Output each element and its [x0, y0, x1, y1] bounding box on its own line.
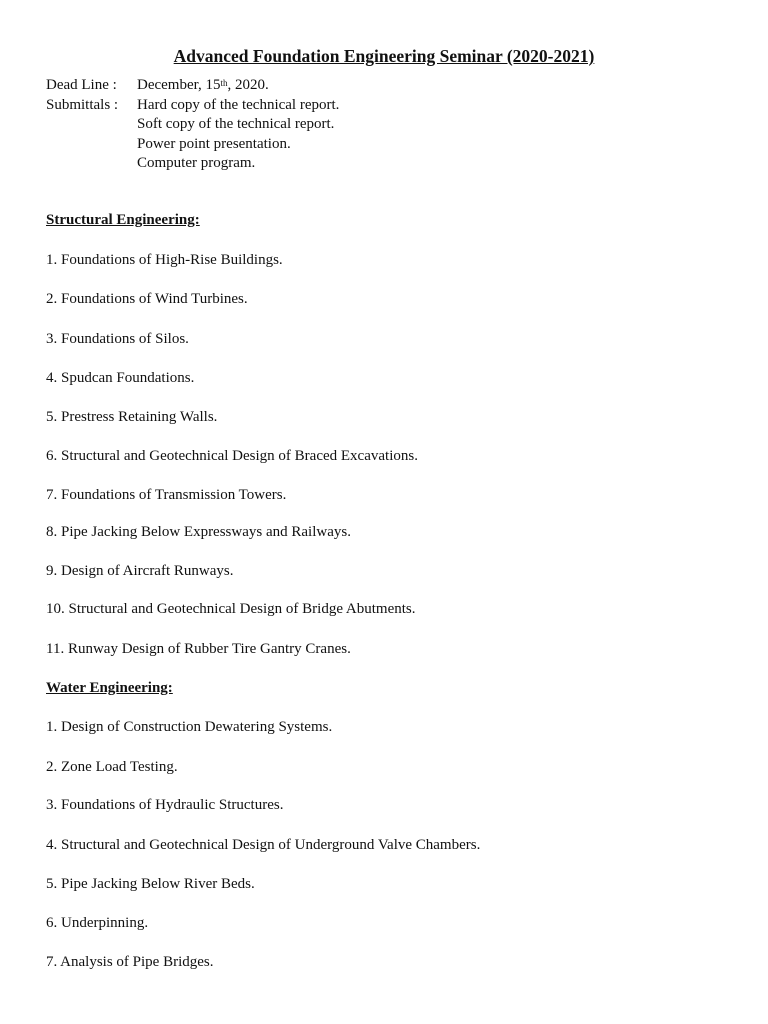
submission-info	[46, 76, 339, 174]
submittal-item: Computer program.	[137, 155, 256, 171]
submittals-indent	[46, 115, 137, 135]
submittal-item: Power point presentation.	[137, 135, 291, 152]
list-item: 5. Pipe Jacking Below River Beds.	[46, 876, 255, 892]
submittals-row-continued	[46, 115, 339, 135]
list-item: 1. Design of Construction Dewatering Systems.	[46, 719, 333, 735]
list-item: 3. Foundations of Silos.	[46, 331, 189, 347]
deadline-ordinal: th	[220, 78, 228, 88]
submittals-indent	[46, 154, 137, 174]
deadline-row	[46, 76, 339, 96]
submittals-label: Submittals :	[46, 96, 122, 113]
list-item: 7. Analysis of Pipe Bridges.	[46, 954, 214, 970]
submittal-item: Soft copy of the technical report.	[137, 116, 335, 132]
submittals-row-continued	[46, 135, 339, 155]
list-item: 5. Prestress Retaining Walls.	[46, 409, 218, 425]
submittals-row-continued	[46, 154, 339, 174]
submittals-indent	[46, 135, 137, 155]
section-heading-structural: Structural Engineering:	[46, 212, 200, 228]
deadline-year: , 2020.	[227, 77, 269, 93]
list-item: 3. Foundations of Hydraulic Structures.	[46, 797, 284, 813]
list-item: 6. Structural and Geotechnical Design of Braced Excavations.	[46, 448, 418, 464]
list-item: 11. Runway Design of Rubber Tire Gantry Cranes.	[46, 641, 351, 657]
list-item: 2. Foundations of Wind Turbines.	[46, 291, 248, 307]
submittal-item: Hard copy of the technical report.	[137, 96, 340, 113]
list-item: 2. Zone Load Testing.	[46, 759, 178, 775]
deadline-label: Dead Line :	[46, 77, 121, 93]
list-item: 10. Structural and Geotechnical Design of Bridge Abutments.	[46, 601, 416, 617]
section-heading-water: Water Engineering:	[46, 680, 173, 696]
deadline-date: December, 15	[137, 77, 221, 93]
submittals-row	[46, 96, 339, 116]
list-item: 6. Underpinning.	[46, 915, 149, 931]
list-item: 1. Foundations of High-Rise Buildings.	[46, 252, 283, 268]
list-item: 4. Structural and Geotechnical Design of Underground Valve Chambers.	[46, 837, 481, 853]
list-item: 9. Design of Aircraft Runways.	[46, 563, 234, 579]
deadline-value	[137, 76, 269, 96]
document-title: Advanced Foundation Engineering Seminar (2020-2021)	[173, 46, 595, 66]
list-item: 7. Foundations of Transmission Towers.	[46, 487, 287, 503]
list-item: 8. Pipe Jacking Below Expressways and Railways.	[46, 524, 351, 540]
list-item: 4. Spudcan Foundations.	[46, 370, 195, 386]
